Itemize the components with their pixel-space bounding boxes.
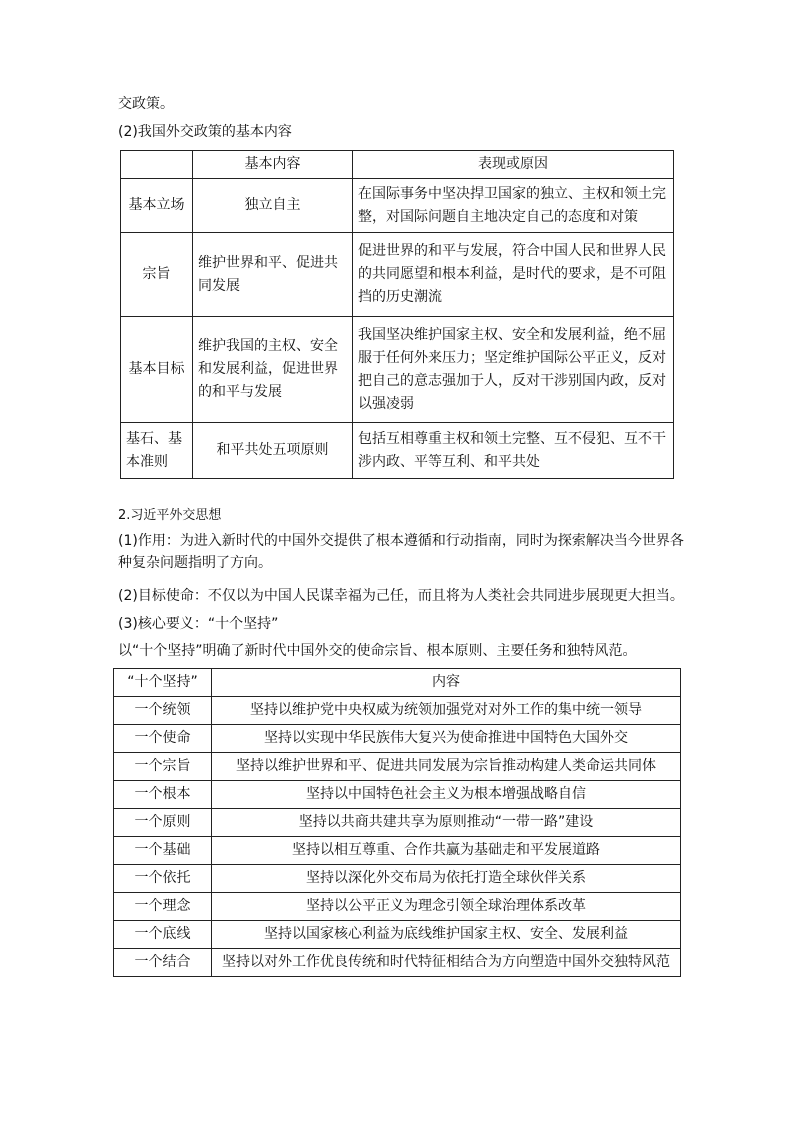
table-row <box>114 781 681 809</box>
row-content: 坚持以国家核心利益为底线维护国家主权、安全、发展利益 <box>212 921 681 949</box>
row-content: 坚持以实现中华民族伟大复兴为使命推进中国特色大国外交 <box>212 725 681 753</box>
row-label: 宗旨 <box>121 233 193 317</box>
intro-tail-text: 交政策。 <box>118 96 174 112</box>
point-core-essentials: (3)核心要义：“十个坚持” <box>118 616 279 632</box>
table-row <box>121 179 674 233</box>
table-row <box>114 837 681 865</box>
header-cell-empty <box>121 151 193 179</box>
row-label: 一个基础 <box>114 837 212 865</box>
table-row <box>114 921 681 949</box>
row-label: 一个理念 <box>114 893 212 921</box>
table-row <box>114 725 681 753</box>
table-header-row <box>121 151 674 179</box>
row-label: 基本立场 <box>121 179 193 233</box>
row-content: 坚持以深化外交布局为依托打造全球伙伴关系 <box>212 865 681 893</box>
row-content: 维护世界和平、促进共同发展 <box>193 233 353 317</box>
row-label: 一个使命 <box>114 725 212 753</box>
row-label: 一个根本 <box>114 781 212 809</box>
point-goal-mission: (2)目标使命：不仅以为中国人民谋幸福为己任，而且将为人类社会共同进步展现更大担当。 <box>118 588 684 604</box>
ten-persistences-table <box>113 668 681 977</box>
row-label: 一个结合 <box>114 949 212 977</box>
table-row <box>121 233 674 317</box>
row-content: 坚持以中国特色社会主义为根本增强战略自信 <box>212 781 681 809</box>
table-row <box>114 865 681 893</box>
row-detail: 我国坚决维护国家主权、安全和发展利益，绝不屈服于任何外来压力；坚定维护国际公平正义，反对把自己的意志强加于人，反对干涉别国内政，反对以强凌弱 <box>353 317 674 423</box>
row-content: 坚持以共商共建共享为原则推动“一带一路”建设 <box>212 809 681 837</box>
row-label: 一个宗旨 <box>114 753 212 781</box>
row-label: 基本目标 <box>121 317 193 423</box>
row-content: 坚持以维护世界和平、促进共同发展为宗旨推动构建人类命运共同体 <box>212 753 681 781</box>
row-content: 坚持以相互尊重、合作共赢为基础走和平发展道路 <box>212 837 681 865</box>
row-content: 独立自主 <box>193 179 353 233</box>
row-content: 坚持以维护党中央权威为统领加强党对对外工作的集中统一领导 <box>212 697 681 725</box>
table-row <box>114 697 681 725</box>
table-row <box>114 949 681 977</box>
table-row <box>121 317 674 423</box>
table-row <box>114 893 681 921</box>
row-detail: 促进世界的和平与发展，符合中国人民和世界人民的共同愿望和根本利益，是时代的要求，是不可阻挡的历史潮流 <box>353 233 674 317</box>
header-cell-detail: 表现或原因 <box>353 151 674 179</box>
section-title-xi-diplomacy: 2.习近平外交思想 <box>118 508 222 523</box>
row-content: 和平共处五项原则 <box>193 423 353 479</box>
row-detail: 包括互相尊重主权和领土完整、互不侵犯、互不干涉内政、平等互利、和平共处 <box>353 423 674 479</box>
header-cell-content: 基本内容 <box>193 151 353 179</box>
policy-content-table <box>120 150 674 479</box>
row-label: 一个统领 <box>114 697 212 725</box>
row-label: 基石、基本准则 <box>121 423 193 479</box>
row-label: 一个原则 <box>114 809 212 837</box>
table-row <box>114 753 681 781</box>
row-detail: 在国际事务中坚决捍卫国家的独立、主权和领土完整，对国际问题自主地决定自己的态度和对策 <box>353 179 674 233</box>
table-row <box>114 809 681 837</box>
row-label: 一个底线 <box>114 921 212 949</box>
header-cell-persistence: “十个坚持” <box>114 669 212 697</box>
subsection-heading-policy: (2)我国外交政策的基本内容 <box>118 124 292 140</box>
table-row <box>121 423 674 479</box>
row-content: 坚持以公平正义为理念引领全球治理体系改革 <box>212 893 681 921</box>
row-content: 维护我国的主权、安全和发展利益，促进世界的和平与发展 <box>193 317 353 423</box>
table-header-row <box>114 669 681 697</box>
row-content: 坚持以对外工作优良传统和时代特征相结合为方向塑造中国外交独特风范 <box>212 949 681 977</box>
header-cell-content: 内容 <box>212 669 681 697</box>
row-label: 一个依托 <box>114 865 212 893</box>
point-function: (1)作用：为进入新时代的中国外交提供了根本遵循和行动指南，同时为探索解决当今世界各种复杂问题指明了方向。 <box>118 533 684 571</box>
ten-persistences-intro: 以“十个坚持”明确了新时代中国外交的使命宗旨、根本原则、主要任务和独特风范。 <box>118 643 637 659</box>
